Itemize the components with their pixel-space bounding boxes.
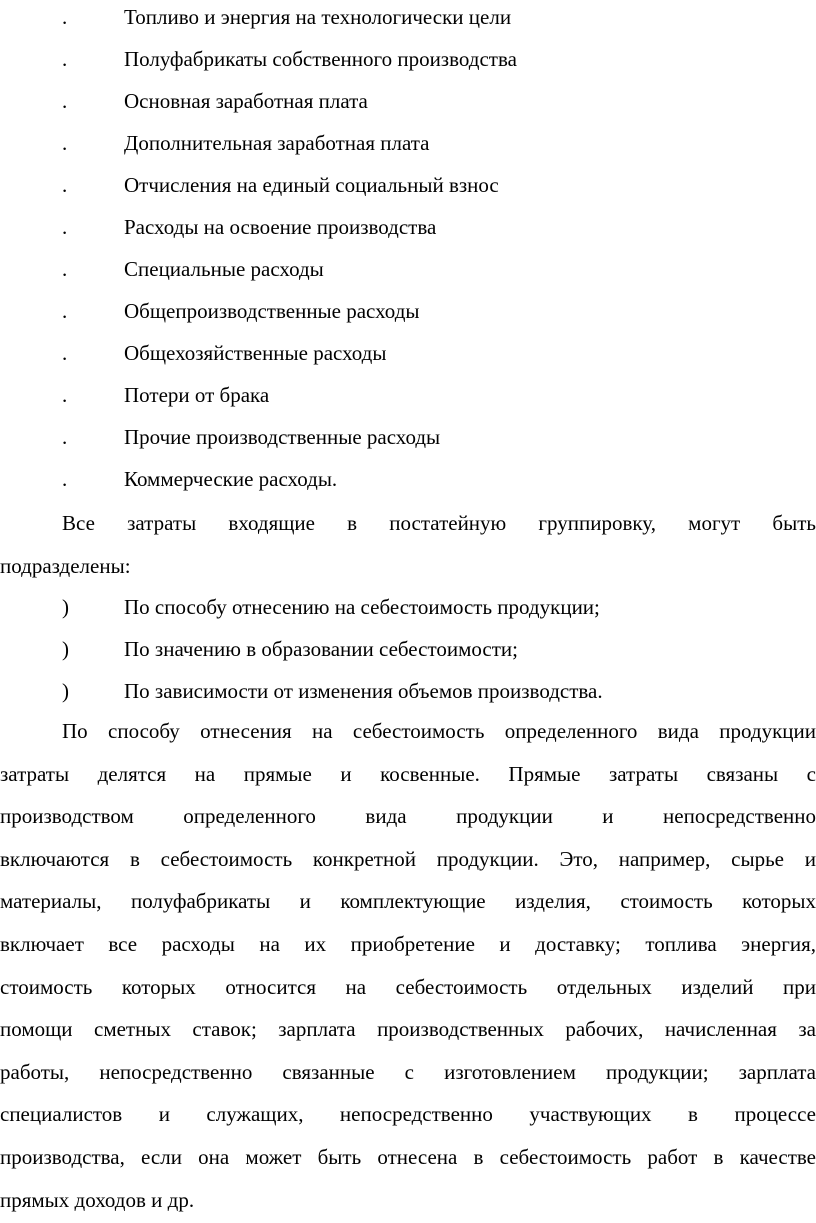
list-item [0,464,816,494]
list-marker: . [62,299,68,323]
list-item [0,254,816,284]
list-item-text: По значению в образовании себестоимости; [124,637,518,661]
list-marker: . [62,5,68,29]
list-item-text: Прочие производственные расходы [124,425,441,449]
list-item [0,634,816,664]
paragraph-line: стоимость которых относится на себестоимость отдельных изделий при [0,974,816,999]
list-item-text: Специальные расходы [124,257,324,281]
list-marker: . [62,383,68,407]
list-item [0,676,816,706]
list-item-text: Отчисления на единый социальный взнос [124,173,499,197]
list-marker: . [62,467,68,491]
list-item-text: По способу отнесению на себестоимость продукции; [124,595,600,619]
list-marker: . [62,341,68,365]
list-item-text: Общепроизводственные расходы [124,299,420,323]
paragraph [0,502,816,587]
list-item [0,296,816,326]
list-item-text: Полуфабрикаты собственного производства [124,47,517,71]
paragraph-line: специалистов и служащих, непосредственно участвующих в процессе [0,1102,816,1127]
paragraph [0,710,816,1221]
list-marker: . [62,89,68,113]
paragraph-line: помощи сметных ставок; зарплата производственных рабочих, начисленная за [0,1017,816,1042]
list-item [0,338,816,368]
paragraph-line: материалы, полуфабрикаты и комплектующие изделия, стоимость которых [0,889,816,914]
paragraph-line: включает все расходы на их приобретение и доставку; топлива энергия, [0,931,816,956]
list-item-text: Топливо и энергия на технологически цели [124,5,512,29]
paragraph-line: прямых доходов и др. [0,1187,195,1212]
list-item-text: Расходы на освоение производства [124,215,437,239]
list-item [0,2,816,32]
list-item-text: Потери от брака [124,383,270,407]
list-item [0,128,816,158]
list-item [0,170,816,200]
list-item [0,380,816,410]
list-item [0,86,816,116]
list-item [0,44,816,74]
paragraph-line: включаются в себестоимость конкретной продукции. Это, например, сырье и [0,846,816,871]
list-item-text: Общехозяйственные расходы [124,341,387,365]
list-marker: ) [62,637,69,661]
paragraph-line: Все затраты входящие в постатейную группировку, могут быть [62,511,816,535]
paragraph-line: производством определенного вида продукции и непосредственно [0,804,816,829]
list-item [0,592,816,622]
list-marker: . [62,173,68,197]
list-marker: ) [62,595,69,619]
list-item-text: По зависимости от изменения объемов производства. [124,679,603,703]
list-item-text: Основная заработная плата [124,89,368,113]
list-item [0,212,816,242]
paragraph-line: производства, если она может быть отнесена в себестоимость работ в качестве [0,1144,816,1169]
list-item-text: Дополнительная заработная плата [124,131,430,155]
list-marker: . [62,425,68,449]
paragraph-line: работы, непосредственно связанные с изготовлением продукции; зарплата [0,1059,816,1084]
list-marker: ) [62,679,69,703]
list-marker: . [62,47,68,71]
list-marker: . [62,215,68,239]
list-marker: . [62,131,68,155]
list-item-text: Коммерческие расходы. [124,467,338,491]
paragraph-line: затраты делятся на прямые и косвенные. Прямые затраты связаны с [0,761,816,786]
list-marker: . [62,257,68,281]
paragraph-line: По способу отнесения на себестоимость определенного вида продукции [62,719,816,743]
list-item [0,422,816,452]
paragraph-line: подразделены: [0,553,131,578]
